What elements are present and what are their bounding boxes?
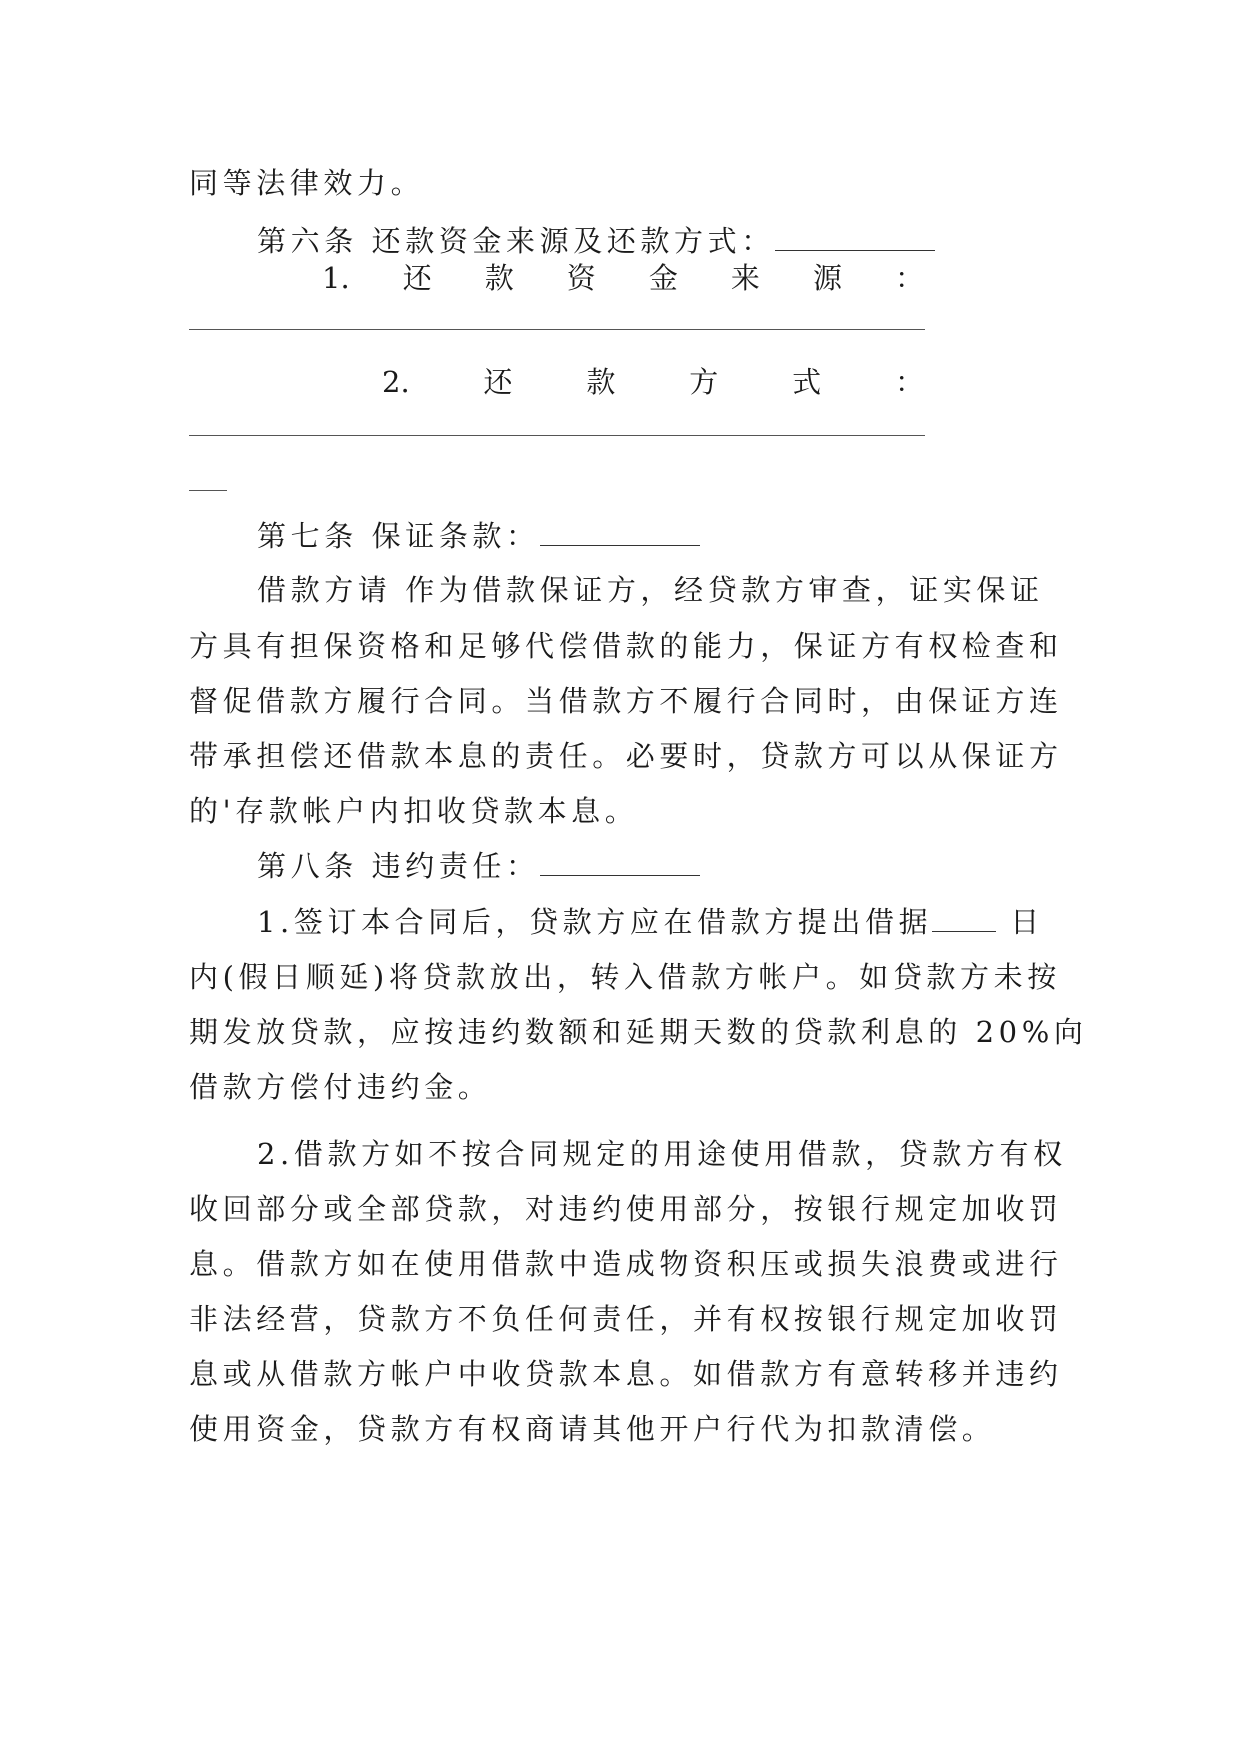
fill-blank: [932, 905, 996, 932]
text-line: 同等法律效力。: [189, 166, 425, 200]
paragraph-line: 方具有担保资格和足够代偿借款的能力，保证方有权检查和: [189, 629, 1063, 663]
day-unit: 日: [1010, 905, 1044, 939]
item-number: 2.: [382, 365, 410, 399]
spread-char: 来: [730, 261, 760, 295]
paragraph-line: 借款方请 作为借款保证方，经贷款方审查，证实保证: [257, 573, 1044, 607]
paragraph-line: 息。借款方如在使用借款中造成物资积压或损失浪费或进行: [189, 1247, 1063, 1281]
paragraph-line: 期发放贷款，应按违约数额和延期天数的贷款利息的 20%向: [189, 1015, 1088, 1049]
paragraph-line: 非法经营，贷款方不负任何责任，并有权按银行规定加收罚: [189, 1302, 1063, 1336]
spread-char: 资: [566, 261, 596, 295]
repayment-source-line: [322, 258, 924, 298]
clause-1-text: 1.签订本合同后，贷款方应在借款方提出借据: [257, 905, 933, 939]
repayment-method-line: [382, 362, 924, 402]
paragraph-line: 内(假日顺延)将贷款放出，转入借款方帐户。如贷款方未按: [189, 960, 1061, 994]
spread-char: ：: [894, 261, 924, 295]
spread-char: 还: [483, 365, 513, 399]
paragraph-line: 带承担偿还借款本息的责任。必要时，贷款方可以从保证方: [189, 739, 1063, 773]
paragraph-line: 使用资金，贷款方有权商请其他开户行代为扣款清偿。: [189, 1412, 996, 1446]
article-8-heading: [257, 846, 700, 886]
spread-char: 款: [484, 261, 514, 295]
article-8-title: 第八条 违约责任：: [257, 849, 540, 883]
paragraph-line: 收回部分或全部贷款，对违约使用部分，按银行规定加收罚: [189, 1192, 1063, 1226]
paragraph-line: 息或从借款方帐户中收贷款本息。如借款方有意转移并违约: [189, 1357, 1063, 1391]
fill-blank: [540, 849, 700, 876]
spread-char: 款: [586, 365, 616, 399]
article-6-title: 第六条 还款资金来源及还款方式：: [257, 224, 775, 258]
spread-char: 金: [648, 261, 678, 295]
spread-char: ：: [894, 365, 924, 399]
fill-blank: [775, 224, 935, 251]
spread-char: 式: [792, 365, 822, 399]
paragraph-line: 借款方偿付违约金。: [189, 1070, 492, 1104]
spread-char: 还: [402, 261, 432, 295]
fill-blank: [540, 519, 700, 546]
paragraph-line: [257, 902, 1044, 942]
fill-rule: [189, 490, 227, 491]
article-7-heading: [257, 516, 700, 556]
item-number: 1.: [322, 261, 350, 295]
fill-rule: [189, 435, 925, 436]
article-6-heading: [257, 221, 935, 261]
spread-char: 源: [812, 261, 842, 295]
paragraph-line: 的'存款帐户内扣收贷款本息。: [189, 794, 639, 828]
article-7-title: 第七条 保证条款：: [257, 519, 540, 553]
spread-char: 方: [689, 365, 719, 399]
paragraph-line: 督促借款方履行合同。当借款方不履行合同时，由保证方连: [189, 684, 1063, 718]
fill-rule: [189, 329, 925, 330]
paragraph-line: 2.借款方如不按合同规定的用途使用借款，贷款方有权: [257, 1137, 1067, 1171]
